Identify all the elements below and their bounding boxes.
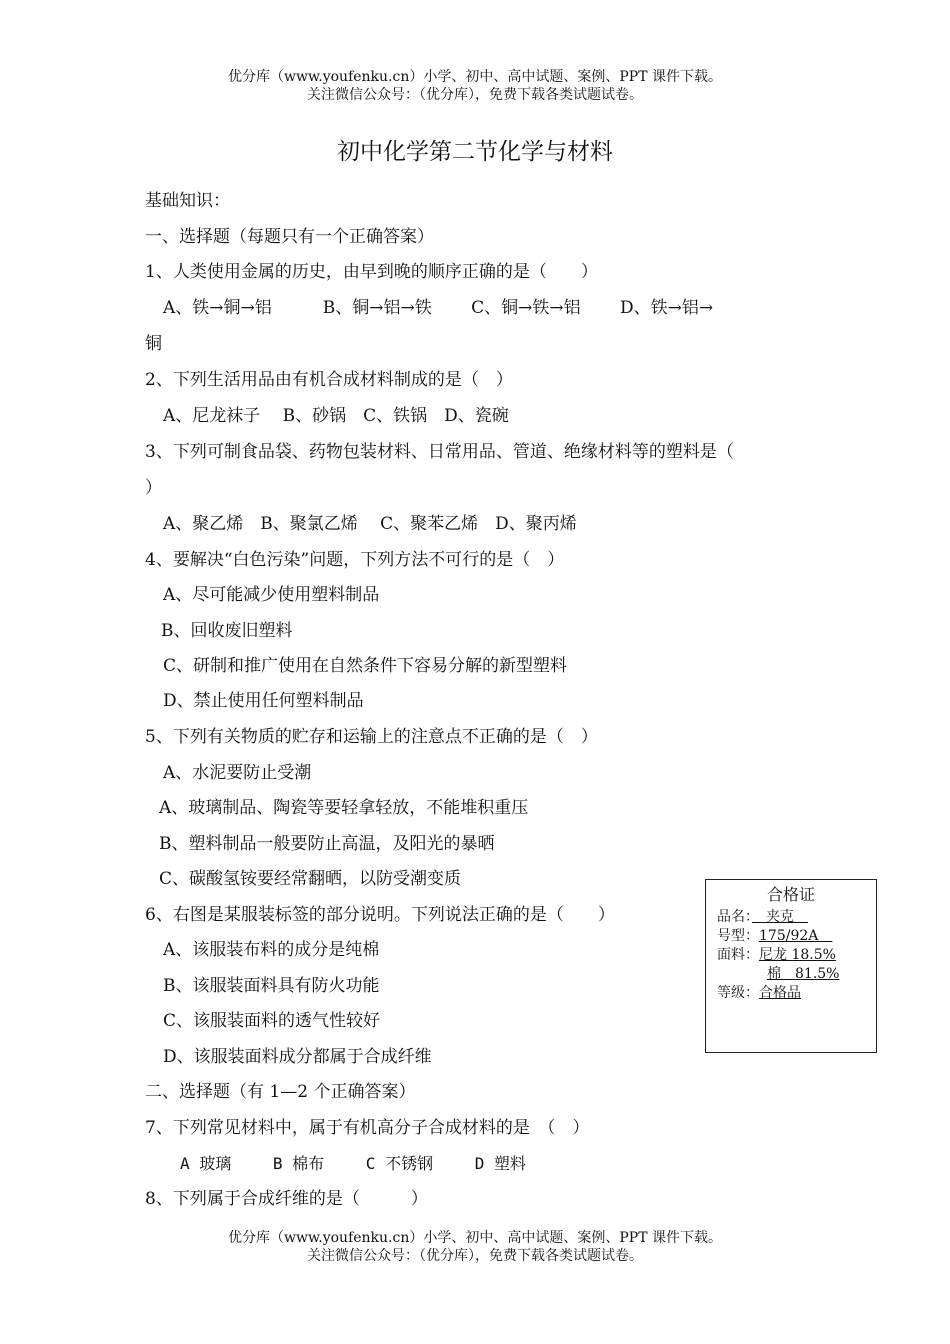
question-5: 5、下列有关物质的贮存和运输上的注意点不正确的是（ ） (145, 727, 598, 747)
question-6-option-c: C、该服装面料的透气性较好 (163, 1011, 381, 1031)
grade-label: 等级： (717, 985, 759, 1001)
question-3-wrap: ） (145, 478, 162, 498)
footer-line-2: 关注微信公众号：（优分库），免费下载各类试题试卷。 (307, 1248, 643, 1264)
section-basic-knowledge: 基础知识： (145, 191, 230, 211)
question-6-option-b: B、该服装面料具有防火功能 (163, 976, 380, 996)
clothing-label-model-row (717, 927, 832, 945)
question-7-options: A 玻璃 B 棉布 C 不锈钢 D 塑料 (180, 1154, 526, 1173)
clothing-label-grade-row (717, 984, 801, 1002)
question-6: 6、右图是某服装标签的部分说明。下列说法正确的是（ ） (145, 905, 615, 925)
question-1-options: A、铁→铜→铝 B、铜→铝→铁 C、铜→铁→铝 D、铁→铝→ (163, 298, 714, 318)
question-3: 3、下列可制食品袋、药物包装材料、日常用品、管道、绝缘材料等的塑料是（ (145, 442, 734, 462)
footer-line-1: 优分库（www.youfenku.cn）小学、初中、高中试题、案例、PPT 课件下载。 (227, 1230, 722, 1246)
name-value: 夹克 (752, 909, 808, 925)
section-two-heading: 二、选择题（有 1—2 个正确答案） (145, 1082, 416, 1102)
question-8: 8、下列属于合成纤维的是（ ） (145, 1189, 428, 1209)
section-one-heading: 一、选择题（每题只有一个正确答案） (145, 227, 434, 247)
question-5-option-1: A、水泥要防止受潮 (163, 763, 312, 783)
model-value: 175/92A (759, 928, 833, 944)
header-line-2: 关注微信公众号：（优分库），免费下载各类试题试卷。 (307, 87, 643, 103)
question-2-options: A、尼龙袜子 B、砂锅 C、铁锅 D、瓷碗 (163, 406, 509, 426)
fabric-label: 面料： (717, 947, 759, 963)
header-line-1: 优分库（www.youfenku.cn）小学、初中、高中试题、案例、PPT 课件下载。 (227, 69, 722, 85)
clothing-label-title: 合格证 (766, 885, 815, 904)
page-title: 初中化学第二节化学与材料 (337, 139, 613, 165)
question-5-option-2: A、玻璃制品、陶瓷等要轻拿轻放，不能堆积重压 (159, 798, 529, 818)
name-label: 品名： (717, 909, 752, 925)
fabric-value-2: 棉 81.5% (767, 966, 840, 982)
clothing-label-name-row (717, 908, 808, 926)
question-2: 2、下列生活用品由有机合成材料制成的是（ ） (145, 370, 513, 390)
question-4-option-b: B、回收废旧塑料 (161, 621, 293, 641)
grade-value: 合格品 (759, 985, 801, 1001)
question-5-option-4: C、碳酸氢铵要经常翻晒，以防受潮变质 (159, 869, 462, 889)
question-5-option-3: B、塑料制品一般要防止高温，及阳光的暴晒 (159, 834, 495, 854)
question-1-options-wrap: 铜 (145, 334, 162, 354)
model-label: 号型： (717, 928, 759, 944)
question-7: 7、下列常见材料中，属于有机高分子合成材料的是 （ ） (145, 1118, 590, 1138)
question-6-option-d: D、该服装面料成分都属于合成纤维 (163, 1047, 432, 1067)
question-6-option-a: A、该服装布料的成分是纯棉 (163, 940, 380, 960)
question-1: 1、人类使用金属的历史，由早到晚的顺序正确的是（ ） (145, 262, 598, 282)
clothing-label-fabric-row (717, 946, 836, 964)
clothing-label-fabric-row-2 (767, 965, 839, 983)
fabric-value-1: 尼龙 18.5% (759, 947, 836, 963)
question-4-option-c: C、研制和推广使用在自然条件下容易分解的新型塑料 (163, 656, 568, 676)
question-4: 4、要解决“白色污染”问题，下列方法不可行的是（ ） (145, 550, 565, 570)
clothing-label-box (705, 879, 877, 1053)
question-3-options: A、聚乙烯 B、聚氯乙烯 C、聚苯乙烯 D、聚丙烯 (163, 514, 577, 534)
question-4-option-a: A、尽可能减少使用塑料制品 (163, 585, 380, 605)
question-4-option-d: D、禁止使用任何塑料制品 (163, 691, 364, 711)
